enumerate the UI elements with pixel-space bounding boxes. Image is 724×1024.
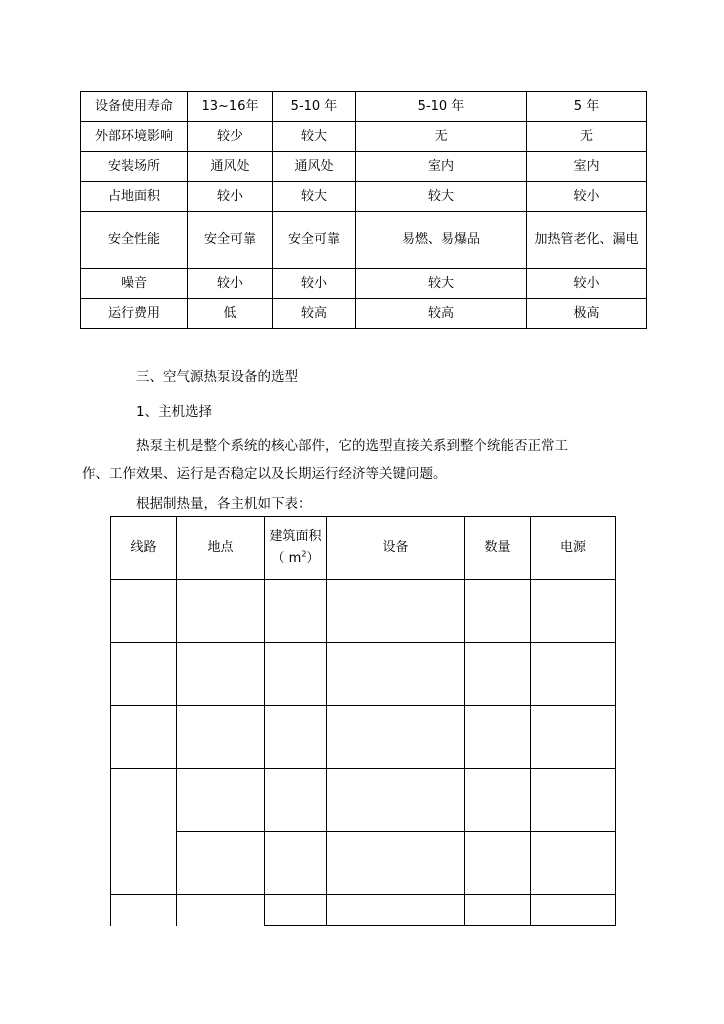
row-label: 设备使用寿命 — [81, 92, 188, 122]
table-cell — [177, 580, 265, 643]
table-cell: 较小 — [188, 269, 273, 299]
row-label: 安装场所 — [81, 152, 188, 182]
section-heading: 三、空气源热泵设备的选型 — [136, 369, 298, 385]
row-label: 安全性能 — [81, 212, 188, 269]
table-cell: 易燃、易爆品 — [356, 212, 527, 269]
table-cell — [465, 769, 531, 832]
row-label: 噪音 — [81, 269, 188, 299]
table-cell — [265, 832, 327, 895]
row-label: 外部环境影响 — [81, 122, 188, 152]
header-equipment: 设备 — [327, 517, 465, 580]
table-cell: 较小 — [527, 269, 647, 299]
table-cell — [327, 832, 465, 895]
table-cell: 较高 — [273, 299, 356, 329]
table-cell: 较大 — [356, 182, 527, 212]
row-label: 运行费用 — [81, 299, 188, 329]
table-cell — [531, 580, 616, 643]
table-cell — [265, 580, 327, 643]
header-area-line2 — [265, 548, 326, 570]
table-row — [111, 706, 616, 769]
table-cell — [531, 706, 616, 769]
table-cell — [465, 643, 531, 706]
table-row — [81, 122, 647, 152]
header-route: 线路 — [111, 517, 177, 580]
header-quantity: 数量 — [465, 517, 531, 580]
table-cell — [465, 580, 531, 643]
paragraph-line-1: 热泵主机是整个系统的核心部件，它的选型直接关系到整个统能否正常工 — [136, 438, 568, 454]
comparison-table — [80, 91, 647, 329]
table-cell — [177, 769, 265, 832]
table-cell: 无 — [527, 122, 647, 152]
table-cell: 安全可靠 — [188, 212, 273, 269]
table-cell: 室内 — [527, 152, 647, 182]
table-cell: 较大 — [356, 269, 527, 299]
table-cell: 5 年 — [527, 92, 647, 122]
table-cell-merged — [111, 769, 177, 895]
table-cell — [327, 895, 465, 926]
table-cell — [111, 895, 177, 926]
table-cell: 较小 — [188, 182, 273, 212]
area-unit-prefix: （ m — [271, 551, 302, 566]
table-cell: 13~16年 — [188, 92, 273, 122]
host-selection-table — [110, 516, 616, 926]
table-cell: 安全可靠 — [273, 212, 356, 269]
table-cell — [531, 769, 616, 832]
table-row — [111, 895, 616, 926]
table-cell: 较大 — [273, 122, 356, 152]
table-cell: 较大 — [273, 182, 356, 212]
table-cell — [111, 580, 177, 643]
row-label: 占地面积 — [81, 182, 188, 212]
table-cell — [327, 580, 465, 643]
table-cell — [327, 706, 465, 769]
table-cell — [111, 706, 177, 769]
table-cell — [465, 895, 531, 926]
table-cell — [111, 643, 177, 706]
table-cell — [177, 706, 265, 769]
table-cell: 室内 — [356, 152, 527, 182]
table-row — [111, 769, 616, 832]
table-cell — [177, 832, 265, 895]
table-cell — [531, 895, 616, 926]
table-cell: 极高 — [527, 299, 647, 329]
table-cell — [531, 643, 616, 706]
subsection-heading: 1、主机选择 — [136, 404, 213, 420]
table-cell — [531, 832, 616, 895]
table-cell — [265, 895, 327, 926]
table-cell: 较高 — [356, 299, 527, 329]
paragraph-line-2: 作、工作效果、运行是否稳定以及长期运行经济等关键问题。 — [82, 466, 447, 482]
header-power: 电源 — [531, 517, 616, 580]
table-cell: 无 — [356, 122, 527, 152]
table-row — [111, 580, 616, 643]
table-row — [81, 182, 647, 212]
table-cell: 较小 — [527, 182, 647, 212]
table-cell: 较小 — [273, 269, 356, 299]
table-cell — [327, 643, 465, 706]
area-unit-superscript: 2 — [301, 549, 307, 559]
table-intro: 根据制热量，各主机如下表： — [136, 496, 312, 512]
table-cell — [265, 706, 327, 769]
table-row — [111, 643, 616, 706]
table-row — [111, 832, 616, 895]
table-cell: 低 — [188, 299, 273, 329]
table-cell — [465, 706, 531, 769]
table-row — [81, 299, 647, 329]
table-cell — [265, 769, 327, 832]
table-cell: 通风处 — [188, 152, 273, 182]
table-cell — [265, 643, 327, 706]
header-area — [265, 517, 327, 580]
table-row — [81, 152, 647, 182]
table-cell — [177, 643, 265, 706]
table-row — [81, 92, 647, 122]
table-row — [81, 212, 647, 269]
table-row — [81, 269, 647, 299]
header-area-line1: 建筑面积 — [269, 529, 322, 544]
table-cell: 5-10 年 — [273, 92, 356, 122]
table-cell — [465, 832, 531, 895]
table-cell: 较少 — [188, 122, 273, 152]
table-cell: 加热管老化、漏电 — [527, 212, 647, 269]
area-unit-suffix: ） — [306, 551, 320, 566]
table-cell: 5-10 年 — [356, 92, 527, 122]
table-cell — [327, 769, 465, 832]
table-cell: 通风处 — [273, 152, 356, 182]
table-header-row — [111, 517, 616, 580]
table-cell — [177, 895, 265, 926]
header-site: 地点 — [177, 517, 265, 580]
